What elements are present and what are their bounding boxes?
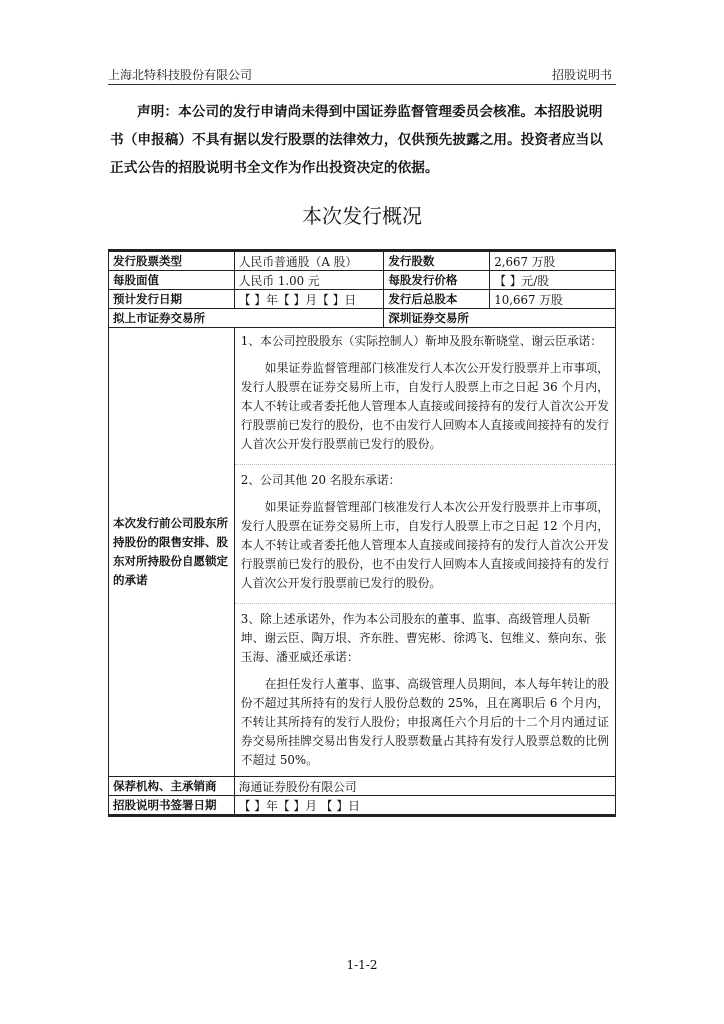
shares-issued-value: 2,667 万股 <box>490 251 616 271</box>
declaration-paragraph: 声明：本公司的发行申请尚未得到中国证券监督管理委员会核准。本招股说明书（申报稿）不具有据以发行股票的法律效力，仅供预先披露之用。投资者应当以正式公告的招股说明书全文作为作出投资决定的依据。 <box>110 104 603 176</box>
share-type-value: 人民币普通股（A 股） <box>234 251 384 271</box>
divider <box>235 464 615 465</box>
lockup-item-head: 3、除上述承诺外，作为本公司股东的董事、监事、高级管理人员靳坤、谢云臣、陶万垠、齐东胜、曹宪彬、徐鸿飞、包维义、蔡向东、张玉海、潘亚威还承诺： <box>240 612 607 664</box>
sponsor-label: 保荐机构、主承销商 <box>109 777 235 796</box>
lockup-label: 本次发行前公司股东所持股份的限售安排、股东对所持股份自愿锁定的承诺 <box>109 328 235 777</box>
lockup-item-body: 如果证券监督管理部门核准发行人本次公开发行股票并上市事项，发行人股票在证券交易所上市，自发行人股票上市之日起 12 个月内，本人不转让或者委托他人管理本人直接或间接持有的发行人首次公开发行股票前已发行的股份，也不由发行人回购本人直接或间接持有的发行人首次公开发行股票前已发行的股份。 <box>240 500 609 590</box>
sponsor-value: 海通证券股份有限公司 <box>234 777 615 796</box>
total-shares-value: 10,667 万股 <box>490 290 616 309</box>
par-value-value: 人民币 1.00 元 <box>234 271 384 290</box>
table-row <box>109 251 616 271</box>
lockup-item-body: 如果证券监督管理部门核准发行人本次公开发行股票并上市事项，发行人股票在证券交易所上市，自发行人股票上市之日起 36 个月内，本人不转让或者委托他人管理本人直接或间接持有的发行人首次公开发行股票前已发行的股份，也不由发行人回购本人直接或间接持有的发行人首次公开发行股票前已发行的股份。 <box>240 361 609 451</box>
issue-date-label: 预计发行日期 <box>109 290 235 309</box>
lockup-commitments <box>234 328 615 777</box>
issue-date-value: 【 】年【 】月【 】日 <box>234 290 384 309</box>
lockup-item <box>241 471 609 593</box>
shares-issued-label: 发行股数 <box>384 251 490 271</box>
page-title: 本次发行概况 <box>302 204 422 228</box>
lockup-item-head: 1、本公司控股股东（实际控制人）靳坤及股东靳晓堂、谢云臣承诺： <box>240 334 603 348</box>
table-row <box>109 309 616 328</box>
lockup-item-head: 2、公司其他 20 名股东承诺： <box>240 473 401 487</box>
lockup-item-body: 在担任发行人董事、监事、高级管理人员期间，本人每年转让的股份不超过其所持有的发行人股份总数的 25%，且在离职后 6 个月内，不转让其所持有的发行人股份；申报离任六个月后的十二个月内通过证券交易所挂牌交易出售发行人股票数量占其持有发行人股票总数的比例不超过 50%。 <box>240 677 609 767</box>
page-number: 1-1-2 <box>346 958 378 972</box>
exchange-label: 拟上市证券交易所 <box>109 309 384 328</box>
lockup-item <box>241 610 609 770</box>
page-header <box>108 66 616 85</box>
par-value-label: 每股面值 <box>109 271 235 290</box>
sign-date-label: 招股说明书签署日期 <box>109 796 235 816</box>
table-row <box>109 777 616 796</box>
share-type-label: 发行股票类型 <box>109 251 235 271</box>
table-row <box>109 328 616 777</box>
header-document-title: 招股说明书 <box>551 68 612 82</box>
issuance-summary-table <box>108 249 616 817</box>
price-value: 【 】元/股 <box>490 271 616 290</box>
total-shares-label: 发行后总股本 <box>384 290 490 309</box>
divider <box>235 603 615 604</box>
exchange-value: 深圳证券交易所 <box>384 309 616 328</box>
table-row <box>109 271 616 290</box>
price-label: 每股发行价格 <box>384 271 490 290</box>
header-company-name: 上海北特科技股份有限公司 <box>108 68 253 82</box>
lockup-item <box>241 332 609 454</box>
sign-date-value: 【 】年【 】月 【 】日 <box>234 796 615 816</box>
table-row <box>109 290 616 309</box>
table-row <box>109 796 616 816</box>
